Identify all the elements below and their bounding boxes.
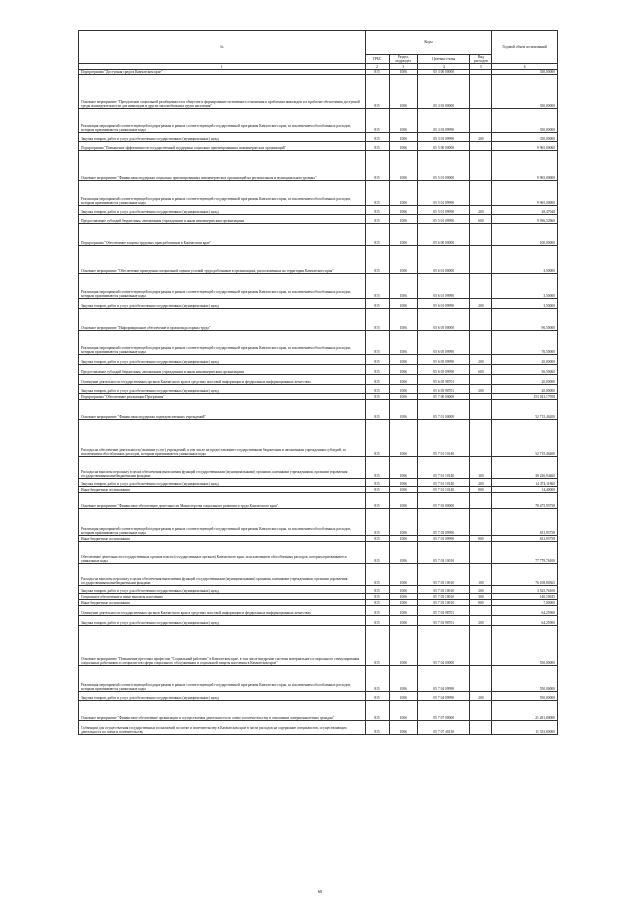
row-amount: 9 965,00000 — [492, 142, 558, 151]
table-row — [79, 564, 558, 586]
row-expense-type — [470, 626, 492, 666]
row-razdel: 1006 — [389, 692, 417, 701]
row-razdel: 1006 — [389, 331, 417, 355]
row-target-article: 05 7 03 09990 — [417, 536, 469, 542]
row-amount: 3,50000 — [492, 274, 558, 299]
table-row — [79, 692, 558, 701]
table-row — [79, 721, 558, 735]
row-expense-type — [470, 542, 492, 564]
row-razdel: 1006 — [389, 246, 417, 274]
row-razdel: 1006 — [389, 701, 417, 721]
row-name: Основное мероприятие "Преодоление социальной разобщенности в обществе и формирование позитивного отношения к проблемам инвалидов и к проблеме обеспечения доступной среды жизнедеятельности для инвалидов и других маломобильных групп населения" — [79, 75, 366, 109]
row-amount: 52 715,46200 — [492, 420, 558, 457]
row-expense-type: 200 — [470, 133, 492, 142]
row-razdel: 1006 — [389, 666, 417, 692]
table-row — [79, 666, 558, 692]
row-grbs: 815 — [365, 365, 389, 375]
row-amount: 9 965,00000 — [492, 151, 558, 181]
row-expense-type — [470, 493, 492, 509]
row-amount: 7,00000 — [492, 600, 558, 606]
row-expense-type — [470, 274, 492, 299]
table-row — [79, 701, 558, 721]
table-row — [79, 542, 558, 564]
row-name: Освещение деятельности государственных органов Камчатского края в средствах массовой информации и федеральных информационных агентствах — [79, 375, 366, 385]
table-row — [79, 509, 558, 536]
row-target-article: 05 3 03 00000 — [417, 75, 469, 109]
row-razdel: 1006 — [389, 181, 417, 206]
row-razdel: 1006 — [389, 564, 417, 586]
row-name: Предоставление субсидий бюджетным, автономным учреждениям и иным некоммерческим организациям — [79, 215, 366, 224]
row-expense-type: 200 — [470, 299, 492, 309]
row-grbs: 815 — [365, 394, 389, 400]
table-row — [79, 331, 558, 355]
budget-page — [78, 30, 558, 735]
row-target-article: 05 6 05 09990 — [417, 331, 469, 355]
row-razdel: 1006 — [389, 487, 417, 493]
row-expense-type: 300 — [470, 594, 492, 600]
row-razdel: 1006 — [389, 586, 417, 594]
header-sum: Годовой объем ассигнований — [492, 31, 558, 64]
row-target-article: 05 7 03 98701 — [417, 616, 469, 626]
row-amount: 21 281,80000 — [492, 701, 558, 721]
row-amount: 350,00000 — [492, 109, 558, 133]
budget-table — [78, 30, 558, 735]
table-row — [79, 606, 558, 616]
row-name: Подпрограмма "Обеспечение реализации Программы" — [79, 394, 366, 400]
row-grbs: 815 — [365, 309, 389, 331]
row-razdel: 1006 — [389, 299, 417, 309]
table-row — [79, 309, 558, 331]
table-row — [79, 355, 558, 365]
row-grbs: 815 — [365, 375, 389, 385]
row-razdel: 1006 — [389, 493, 417, 509]
table-body — [79, 70, 558, 735]
header-razdel: Раздел, подраздел — [389, 55, 417, 64]
table-row — [79, 385, 558, 394]
table-row — [79, 457, 558, 479]
row-expense-type — [470, 181, 492, 206]
row-expense-type: 200 — [470, 692, 492, 701]
row-target-article: 05 6 01 09990 — [417, 274, 469, 299]
row-razdel: 1006 — [389, 420, 417, 457]
row-target-article: 05 7 03 00000 — [417, 493, 469, 509]
row-grbs: 815 — [365, 420, 389, 457]
row-expense-type: 800 — [470, 600, 492, 606]
row-target-article: 05 7 07 00000 — [417, 701, 469, 721]
row-target-article: 05 7 03 10010 — [417, 586, 469, 594]
row-amount: 76 108,80365 — [492, 564, 558, 586]
row-name: Закупка товаров, работ и услуг для обеспечения государственных (муниципальных) нужд — [79, 479, 366, 487]
row-grbs: 815 — [365, 626, 389, 666]
row-amount: 100,00000 — [492, 224, 558, 246]
row-target-article: 05 5 01 09990 — [417, 206, 469, 215]
row-razdel: 1006 — [389, 365, 417, 375]
row-name: Реализация мероприятий соответствующей подпрограммы в рамках соответствующей государственной программы Камчатского края, за исключением обособленных расходов, которым присваиваются уникальные коды — [79, 331, 366, 355]
row-grbs: 815 — [365, 487, 389, 493]
row-amount: 64,25900 — [492, 606, 558, 616]
row-razdel: 1006 — [389, 215, 417, 224]
row-expense-type — [470, 606, 492, 616]
row-expense-type — [470, 246, 492, 274]
row-amount: 3,50000 — [492, 299, 558, 309]
row-amount: 3 525,76100 — [492, 586, 558, 594]
table-row — [79, 274, 558, 299]
row-razdel: 1006 — [389, 224, 417, 246]
row-target-article: 05 7 03 10010 — [417, 564, 469, 586]
row-expense-type — [470, 224, 492, 246]
row-grbs: 815 — [365, 701, 389, 721]
row-amount: 28,47040 — [492, 206, 558, 215]
row-razdel: 1006 — [389, 309, 417, 331]
row-target-article: 05 7 03 09990 — [417, 509, 469, 536]
row-razdel: 1006 — [389, 206, 417, 215]
row-grbs: 815 — [365, 109, 389, 133]
row-target-article: 05 7 03 10010 — [417, 542, 469, 564]
row-target-article: 05 7 04 09990 — [417, 692, 469, 701]
table-row — [79, 109, 558, 133]
row-grbs: 815 — [365, 151, 389, 181]
row-name: Расходы на выплаты персоналу в целях обеспечения выполнения функций государственными (муниципальными) органами, казенными учреждениями, органами управления государственными внебюджетными фондами — [79, 457, 366, 479]
row-amount: 153 023,17958 — [492, 394, 558, 400]
row-name: Расходы на выплаты персоналу в целях обеспечения выполнения функций государственными (муниципальными) органами, казенными учреждениями, органами управления государственными внебюджетными фондами — [79, 564, 366, 586]
row-expense-type: 600 — [470, 215, 492, 224]
row-expense-type: 200 — [470, 616, 492, 626]
row-expense-type — [470, 375, 492, 385]
table-row — [79, 181, 558, 206]
row-name: Реализация мероприятий соответствующей подпрограммы в рамках соответствующей государственной программы Камчатского края, за исключением обособленных расходов, которым присваиваются уникальные коды — [79, 181, 366, 206]
row-amount: 350,00000 — [492, 133, 558, 142]
row-amount: 56,50000 — [492, 365, 558, 375]
row-razdel: 1006 — [389, 542, 417, 564]
index-row: 1 2 3 4 5 6 — [79, 64, 558, 70]
row-expense-type: 200 — [470, 385, 492, 394]
row-razdel: 1006 — [389, 133, 417, 142]
row-amount: 14 474,11800 — [492, 479, 558, 487]
row-name: Подпрограмма "Повышение эффективности государственной поддержки социально ориентированных некоммерческих организаций" — [79, 142, 366, 151]
table-row — [79, 365, 558, 375]
row-name: Основное мероприятие "Финансовая поддержка подведомственных учреждений" — [79, 400, 366, 420]
row-expense-type — [470, 142, 492, 151]
row-expense-type — [470, 309, 492, 331]
row-target-article: 05 3 00 00000 — [417, 70, 469, 75]
row-target-article: 05 5 01 09990 — [417, 215, 469, 224]
row-name: Реализация мероприятий соответствующей подпрограммы в рамках соответствующей государственной программы Камчатского края, за исключением обособленных расходов, которым присваиваются уникальные коды — [79, 509, 366, 536]
table-row — [79, 479, 558, 487]
row-grbs: 815 — [365, 274, 389, 299]
row-expense-type: 200 — [470, 586, 492, 594]
table-row — [79, 215, 558, 224]
row-name: Освещение деятельности государственных органов Камчатского края в средствах массовой информации и федеральных информационных агентствах — [79, 606, 366, 616]
row-expense-type — [470, 400, 492, 420]
page-number: 60 — [317, 889, 323, 894]
row-razdel: 1006 — [389, 616, 417, 626]
row-expense-type: 800 — [470, 487, 492, 493]
row-name: Иные бюджетные ассигнования — [79, 600, 366, 606]
row-grbs: 815 — [365, 355, 389, 365]
table-row — [79, 133, 558, 142]
row-grbs: 815 — [365, 564, 389, 586]
row-grbs: 815 — [365, 385, 389, 394]
row-razdel: 1006 — [389, 626, 417, 666]
row-grbs: 815 — [365, 493, 389, 509]
row-expense-type — [470, 109, 492, 133]
row-grbs: 815 — [365, 331, 389, 355]
row-grbs: 815 — [365, 542, 389, 564]
row-name: Иные бюджетные ассигнования — [79, 487, 366, 493]
row-razdel: 1006 — [389, 274, 417, 299]
row-razdel: 1006 — [389, 375, 417, 385]
table-row — [79, 151, 558, 181]
row-target-article: 05 3 03 09990 — [417, 109, 469, 133]
row-razdel: 1006 — [389, 394, 417, 400]
row-expense-type: 200 — [470, 479, 492, 487]
row-amount: 350,00000 — [492, 70, 558, 75]
row-target-article: 05 3 03 09990 — [417, 133, 469, 142]
row-amount: 52 715,46200 — [492, 400, 558, 420]
row-name: Закупка товаров, работ и услуг для обеспечения государственных (муниципальных) нужд — [79, 692, 366, 701]
row-target-article: 05 7 00 00000 — [417, 394, 469, 400]
row-name: Основное мероприятие "Финансовая поддержка социально ориентированных некоммерческих организаций на региональном и муниципальном уровнях" — [79, 151, 366, 181]
row-grbs: 815 — [365, 721, 389, 735]
row-grbs: 815 — [365, 457, 389, 479]
row-target-article: 05 7 03 10010 — [417, 600, 469, 606]
row-target-article: 05 7 04 00000 — [417, 626, 469, 666]
row-name: Обеспечение деятельности государственных органов власти (государственных органов) Камчатского края, за исключением обособленных расходов, которым присваиваются уникальные коды — [79, 542, 366, 564]
row-name: Реализация мероприятий соответствующей подпрограммы в рамках соответствующей государственной программы Камчатского края, за исключением обособленных расходов, которым присваиваются уникальные коды — [79, 666, 366, 692]
row-name: Предоставление субсидий бюджетным, автономным учреждениям и иным некоммерческим организациям — [79, 365, 366, 375]
row-target-article: 05 7 01 10140 — [417, 479, 469, 487]
row-amount: 631,93758 — [492, 536, 558, 542]
row-grbs: 815 — [365, 692, 389, 701]
row-amount: 78 475,95758 — [492, 493, 558, 509]
row-grbs: 815 — [365, 536, 389, 542]
row-amount: 550,00000 — [492, 666, 558, 692]
row-grbs: 815 — [365, 70, 389, 75]
table-row — [79, 375, 558, 385]
row-grbs: 815 — [365, 299, 389, 309]
header-cs: Целевая статья — [417, 55, 469, 64]
row-razdel: 1006 — [389, 479, 417, 487]
row-amount: 3,50000 — [492, 246, 558, 274]
table-row — [79, 493, 558, 509]
table-row — [79, 400, 558, 420]
row-expense-type — [470, 420, 492, 457]
row-grbs: 815 — [365, 509, 389, 536]
row-amount: 20,00000 — [492, 375, 558, 385]
row-amount: 14,40000 — [492, 487, 558, 493]
row-expense-type: 200 — [470, 355, 492, 365]
row-grbs: 815 — [365, 479, 389, 487]
row-target-article: 05 5 01 00000 — [417, 151, 469, 181]
row-name: Основное мероприятие "Повышение престижа профессии "Социальный работник" в Камчатском крае, в том числе внедрение системы материального и морального стимулирования социальных работников и специалистов сферы социального обслуживания и социальной защиты населения в Камчатском крае" — [79, 626, 366, 666]
header-grbs: ГРБС — [365, 55, 389, 64]
row-name: Закупка товаров, работ и услуг для обеспечения государственных (муниципальных) нужд — [79, 586, 366, 594]
header-vr: Вид расходов — [470, 55, 492, 64]
row-amount: 20,00000 — [492, 385, 558, 394]
row-grbs: 815 — [365, 75, 389, 109]
row-amount: 550,00000 — [492, 692, 558, 701]
row-target-article: 05 7 04 09990 — [417, 666, 469, 692]
row-razdel: 1006 — [389, 109, 417, 133]
row-target-article: 05 7 03 98701 — [417, 606, 469, 616]
row-grbs: 815 — [365, 666, 389, 692]
row-razdel: 1006 — [389, 509, 417, 536]
row-name: Закупка товаров, работ и услуг для обеспечения государственных (муниципальных) нужд — [79, 133, 366, 142]
row-target-article: 05 7 01 10140 — [417, 420, 469, 457]
row-grbs: 815 — [365, 600, 389, 606]
row-expense-type — [470, 721, 492, 735]
row-amount: 38 226,94400 — [492, 457, 558, 479]
row-target-article: 05 7 01 10140 — [417, 487, 469, 493]
row-razdel: 1006 — [389, 70, 417, 75]
row-amount: 9 965,00000 — [492, 181, 558, 206]
row-expense-type — [470, 151, 492, 181]
row-razdel: 1006 — [389, 400, 417, 420]
row-name: Закупка товаров, работ и услуг для обеспечения государственных (муниципальных) нужд — [79, 206, 366, 215]
table-row — [79, 246, 558, 274]
row-target-article: 05 6 05 98701 — [417, 385, 469, 394]
row-target-article: 05 5 00 00000 — [417, 142, 469, 151]
row-name: Иные бюджетные ассигнования — [79, 536, 366, 542]
row-name: Основное мероприятие "Обеспечение проведения специальной оценки условий труда работников в организациях, расположенных на территории Камчатского края" — [79, 246, 366, 274]
row-grbs: 815 — [365, 586, 389, 594]
row-razdel: 1006 — [389, 606, 417, 616]
row-name: Закупка товаров, работ и услуг для обеспечения государственных (муниципальных) нужд — [79, 299, 366, 309]
row-name: Подпрограмма "Доступная среда в Камчатском крае" — [79, 70, 366, 75]
row-target-article: 05 7 07 40130 — [417, 721, 469, 735]
row-expense-type: 800 — [470, 536, 492, 542]
table-row — [79, 626, 558, 666]
table-row — [79, 206, 558, 215]
row-name: Закупка товаров, работ и услуг для обеспечения государственных (муниципальных) нужд — [79, 616, 366, 626]
header-no: № — [79, 31, 366, 64]
table-row — [79, 142, 558, 151]
table-row — [79, 224, 558, 246]
row-razdel: 1006 — [389, 151, 417, 181]
row-amount: 96,50000 — [492, 309, 558, 331]
row-amount: 77 779,76100 — [492, 542, 558, 564]
row-target-article: 05 5 01 09990 — [417, 181, 469, 206]
row-amount: 64,25900 — [492, 616, 558, 626]
row-amount: 631,93758 — [492, 509, 558, 536]
row-grbs: 815 — [365, 142, 389, 151]
row-amount: 20,00000 — [492, 355, 558, 365]
row-razdel: 1006 — [389, 385, 417, 394]
row-amount: 350,00000 — [492, 75, 558, 109]
row-razdel: 1006 — [389, 142, 417, 151]
row-grbs: 815 — [365, 616, 389, 626]
row-expense-type — [470, 509, 492, 536]
table-row — [79, 616, 558, 626]
row-amount: 550,00000 — [492, 626, 558, 666]
row-amount: 76,50000 — [492, 331, 558, 355]
row-target-article: 05 7 01 10140 — [417, 457, 469, 479]
row-target-article: 05 7 01 00000 — [417, 400, 469, 420]
row-name: Социальное обеспечение и иные выплаты населению — [79, 594, 366, 600]
row-razdel: 1006 — [389, 355, 417, 365]
row-name: Реализация мероприятий соответствующей подпрограммы в рамках соответствующей государственной программы Камчатского края, за исключением обособленных расходов, которым присваиваются уникальные коды — [79, 274, 366, 299]
row-amount: 140,19635 — [492, 594, 558, 600]
table-row — [79, 586, 558, 594]
table-row — [79, 75, 558, 109]
row-target-article: 05 6 01 00000 — [417, 246, 469, 274]
row-grbs: 815 — [365, 606, 389, 616]
row-expense-type — [470, 666, 492, 692]
row-expense-type: 200 — [470, 206, 492, 215]
row-name: Подпрограмма "Обеспечение защиты трудовых прав работников в Камчатском крае" — [79, 224, 366, 246]
row-razdel: 1006 — [389, 536, 417, 542]
row-expense-type: 100 — [470, 457, 492, 479]
row-target-article: 05 6 05 09990 — [417, 365, 469, 375]
row-name: Основное мероприятие "Финансовое обеспечение деятельности Министерства социального развития и труда Камчатского края" — [79, 493, 366, 509]
row-name: Реализация мероприятий соответствующей подпрограммы в рамках соответствующей государственной программы Камчатского края, за исключением обособленных расходов, которым присваиваются уникальные коды — [79, 109, 366, 133]
row-razdel: 1006 — [389, 594, 417, 600]
row-grbs: 815 — [365, 246, 389, 274]
row-grbs: 815 — [365, 400, 389, 420]
row-expense-type: 100 — [470, 564, 492, 586]
row-name: Расходы на обеспечение деятельности (оказание услуг) учреждений, в том числе на предоставление государственным бюджетным и автономным учреждениям субсидий, за исключением обособленных расходов, которым присваиваются уникальные коды — [79, 420, 366, 457]
row-target-article: 05 6 05 00000 — [417, 309, 469, 331]
row-target-article: 05 6 00 00000 — [417, 224, 469, 246]
table-row — [79, 299, 558, 309]
row-name: Субвенции для осуществления государственных полномочий по опеке и попечительству в Камчатском крае в части расходов на содержание специалистов, осуществляющих деятельность по опеке и попечительству — [79, 721, 366, 735]
row-amount: 11 333,00000 — [492, 721, 558, 735]
row-target-article: 05 6 05 09990 — [417, 355, 469, 365]
row-razdel: 1006 — [389, 721, 417, 735]
row-expense-type — [470, 701, 492, 721]
row-grbs: 815 — [365, 594, 389, 600]
table-row — [79, 420, 558, 457]
row-expense-type — [470, 75, 492, 109]
row-target-article: 05 6 01 09990 — [417, 299, 469, 309]
row-grbs: 815 — [365, 215, 389, 224]
row-razdel: 1006 — [389, 600, 417, 606]
row-target-article: 05 7 03 10010 — [417, 594, 469, 600]
row-amount: 9 936,52960 — [492, 215, 558, 224]
row-grbs: 815 — [365, 181, 389, 206]
row-expense-type — [470, 331, 492, 355]
row-razdel: 1006 — [389, 457, 417, 479]
row-grbs: 815 — [365, 206, 389, 215]
row-name: Основное мероприятие "Финансовое обеспечение организации и осуществления деятельности по опеке и попечительству в отношении совершеннолетних граждан" — [79, 701, 366, 721]
row-expense-type: 600 — [470, 365, 492, 375]
row-grbs: 815 — [365, 133, 389, 142]
row-target-article: 05 6 05 98701 — [417, 375, 469, 385]
row-razdel: 1006 — [389, 75, 417, 109]
header-codes: Коды — [365, 31, 492, 55]
row-name: Основное мероприятие "Информационное обеспечение и пропаганда охраны труда" — [79, 309, 366, 331]
row-grbs: 815 — [365, 224, 389, 246]
row-name: Закупка товаров, работ и услуг для обеспечения государственных (муниципальных) нужд — [79, 355, 366, 365]
row-name: Закупка товаров, работ и услуг для обеспечения государственных (муниципальных) нужд — [79, 385, 366, 394]
